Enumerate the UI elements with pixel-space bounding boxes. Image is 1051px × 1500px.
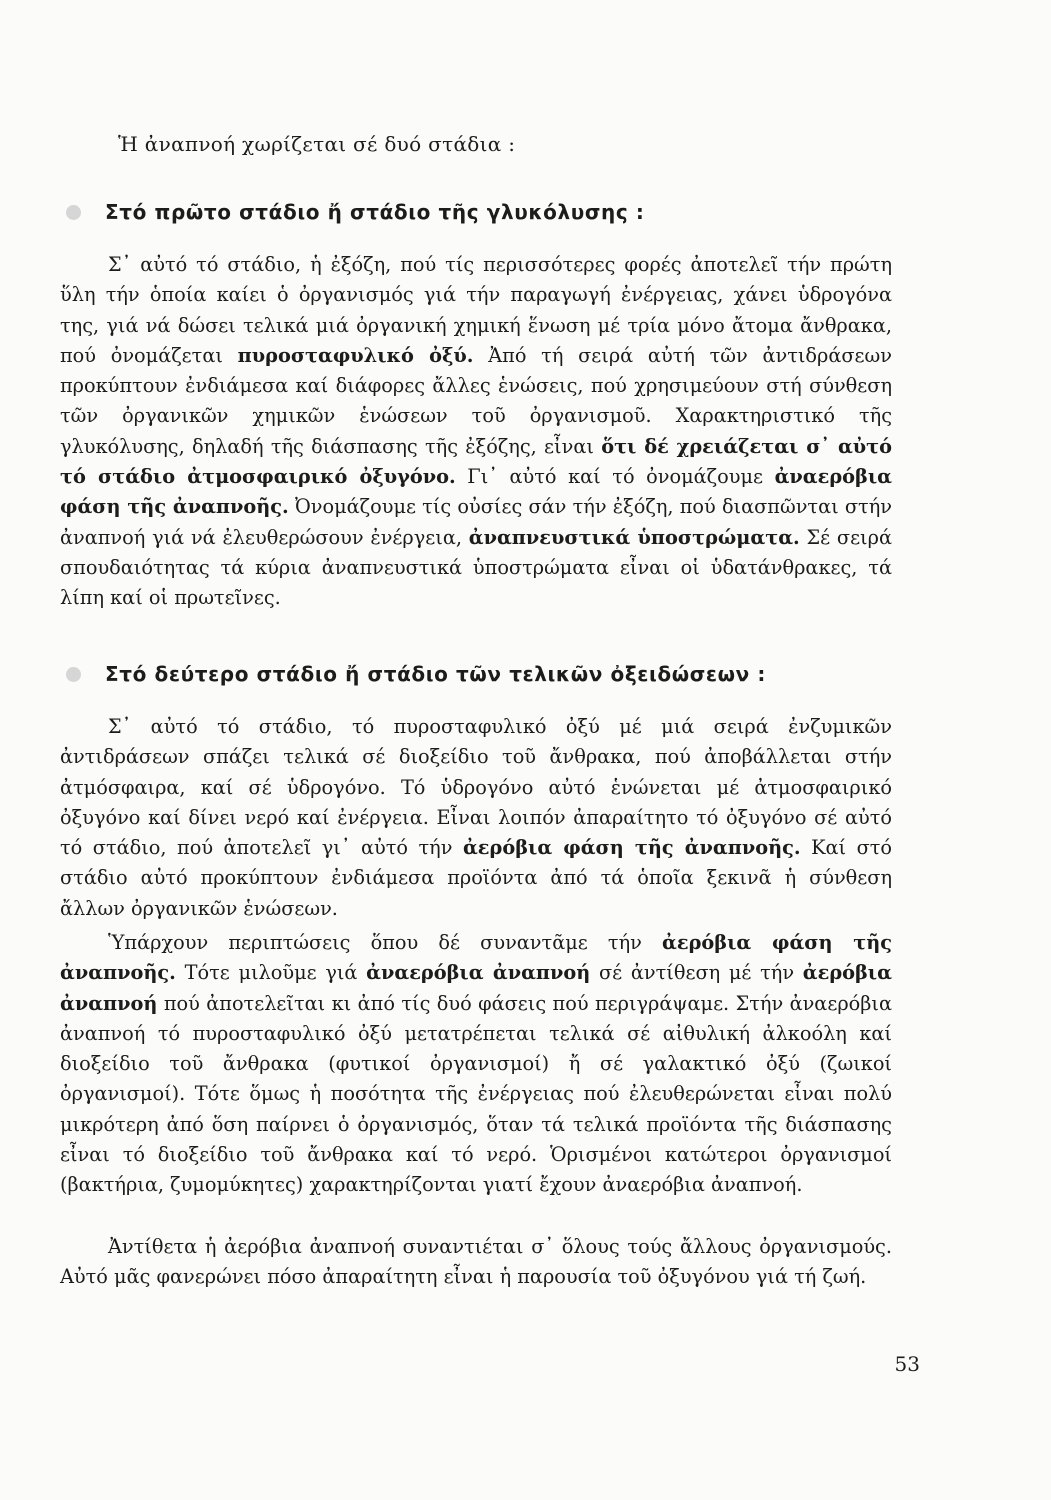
paragraph-glycolysis xyxy=(60,250,892,614)
page-number: 53 xyxy=(894,1352,920,1376)
bullet-icon xyxy=(66,667,81,682)
intro-sentence: Ἡ ἀναπνοή χωρίζεται σέ δυό στάδια : xyxy=(118,132,516,156)
bold-term: ὅτι δέ χρειάζεται σ᾿ αὐτό τό στάδιο ἀτμοσφαιρικό ὀξυγόνο. xyxy=(60,434,892,489)
paragraph-aerobic-conclusion: Ἀντίθετα ἡ ἀερόβια ἀναπνοή συναντιέται σ᾿ ὅλους τούς ἄλλους ὀργανισμούς. Αὐτό μᾶς φανερώνει πόσο ἀπαραίτητη εἶναι ἡ παρουσία τοῦ ὀξυγόνου γιά τή ζωή. xyxy=(60,1235,892,1289)
text-run: Σ᾿ αὐτό τό στάδιο, ἡ ἐξόζη, πού τίς περισσότερες φορές ἀποτελεῖ τήν πρώτη ὕλη τήν ὁποία καίει ὁ ὀργανισμός γιά τήν παραγωγή ἐνέργειας, χάνει ὑδρογόνα της, γιά νά δώσει τελικά μιά ὀργανική χημική ἕνωση μέ τρία μόνο ἄτομα ἄνθρακα, πού ὀνομάζεται xyxy=(60,253,892,367)
bold-term: ἀναπνευστικά ὑποστρώματα. xyxy=(468,525,800,549)
text-run: Γι᾿ αὐτό καί τό ὀνομάζουμε xyxy=(455,465,775,489)
text-run: σέ ἀντίθεση μέ τήν xyxy=(590,961,803,985)
text-run: Σ᾿ αὐτό τό στάδιο, τό πυροσταφυλικό ὀξύ μέ μιά σειρά ἐνζυμικῶν ἀντιδράσεων σπάζει τελικά σέ διοξείδιο τοῦ ἄνθρακα, πού ἀποβάλλεται στήν ἀτμόσφαιρα, καί σέ ὑδρογόνο. Τό ὑδρογόνο αὐτό ἑνώνεται μέ ἀτμοσφαιρικό ὀξυγόνο καί δίνει νερό καί ἐνέργεια. Εἶναι λοιπόν ἀπαραίτητο τό ὀξυγόνο σέ αὐτό τό στάδιο, πού ἀποτελεῖ γι᾿ αὐτό τήν xyxy=(60,715,892,860)
text-run: Τότε μιλοῦμε γιά xyxy=(175,961,367,985)
section-heading-glycolysis xyxy=(60,200,645,224)
section-heading-oxidation xyxy=(60,662,766,686)
text-run: Ἀπό τή σειρά αὐτή τῶν ἀντιδράσεων προκύπτουν ἐνδιάμεσα καί διάφορες ἄλλες ἑνώσεις, πού χρησιμεύουν στή σύνθεση τῶν ὀργανικῶν χημικῶν ἑνώσεων τοῦ ὀργανισμοῦ. Χαρακτηριστικό τῆς γλυκόλυσης, δηλαδή τῆς διάσπασης τῆς ἐξόζης, εἶναι xyxy=(60,343,892,458)
bold-term: πυροσταφυλικό ὀξύ. xyxy=(237,343,474,367)
text-run: Ὑπάρχουν περιπτώσεις ὅπου δέ συναντᾶμε τήν xyxy=(108,931,663,954)
text-run: Σέ σειρά σπουδαιότητας τά κύρια ἀναπνευστικά ὑποστρώματα εἶναι οἱ ὑδατάνθρακες, τά λίπη καί οἱ πρωτεῖνες. xyxy=(60,525,892,610)
paragraph-anaerobic xyxy=(60,928,892,1201)
bold-term: ἀερόβια ἀναπνοή xyxy=(60,961,892,1015)
text-run: Ὀνομάζουμε τίς οὐσίες σάν τήν ἐξόζη, πού διασπῶνται στήν ἀναπνοή γιά νά ἐλευθερώσουν ἐνέργεια, xyxy=(60,495,892,549)
text-run: Καί στό στάδιο αὐτό προκύπτουν ἐνδιάμεσα προϊόντα ἀπό τά ὁποῖα ξεκινᾶ ἡ σύνθεση ἄλλων ὀργανικῶν ἑνώσεων. xyxy=(60,836,893,920)
section-heading-text: Στό δεύτερο στάδιο ἤ στάδιο τῶν τελικῶν ὀξειδώσεων : xyxy=(105,662,766,686)
bold-term: ἀερόβια φάση τῆς ἀναπνοῆς. xyxy=(462,836,801,860)
bullet-icon xyxy=(66,205,81,220)
bold-term: ἀερόβια φάση τῆς ἀναπνοῆς. xyxy=(60,931,893,985)
text-run: πού ἀποτελεῖται κι ἀπό τίς δυό φάσεις πού περιγράψαμε. Στήν ἀναερόβια ἀναπνοή τό πυροσταφυλικό ὀξύ μετατρέπεται τελικά σέ αἰθυλική ἀλκοόλη καί διοξείδιο τοῦ ἄνθρακα (φυτικοί ὀργανισμοί) ἤ σέ γαλακτικό ὀξύ (ζωικοί ὀργανισμοί). Τότε ὅμως ἡ ποσότητα τῆς ἐνέργειας πού ἐλευθερώνεται εἶναι πολύ μικρότερη ἀπό ὅση παίρνει ὁ ὀργανισμός, ὅταν τά τελικά προϊόντα τῆς διάσπασης εἶναι τό διοξείδιο τοῦ ἄνθρακα καί τό νερό. Ὁρισμένοι κατώτεροι ὀργανισμοί (βακτήρια, ζυμομύκητες) χαρακτηρίζονται γιατί ἔχουν ἀναερόβια ἀναπνοή. xyxy=(60,991,892,1197)
document-page xyxy=(60,0,1000,1500)
paragraph-oxidation xyxy=(60,712,892,924)
bold-term: ἀναερόβια ἀναπνοή xyxy=(366,961,591,985)
section-heading-text: Στό πρῶτο στάδιο ἤ στάδιο τῆς γλυκόλυσης : xyxy=(105,200,645,224)
bold-term: ἀναερόβια φάση τῆς ἀναπνοῆς. xyxy=(60,465,892,519)
